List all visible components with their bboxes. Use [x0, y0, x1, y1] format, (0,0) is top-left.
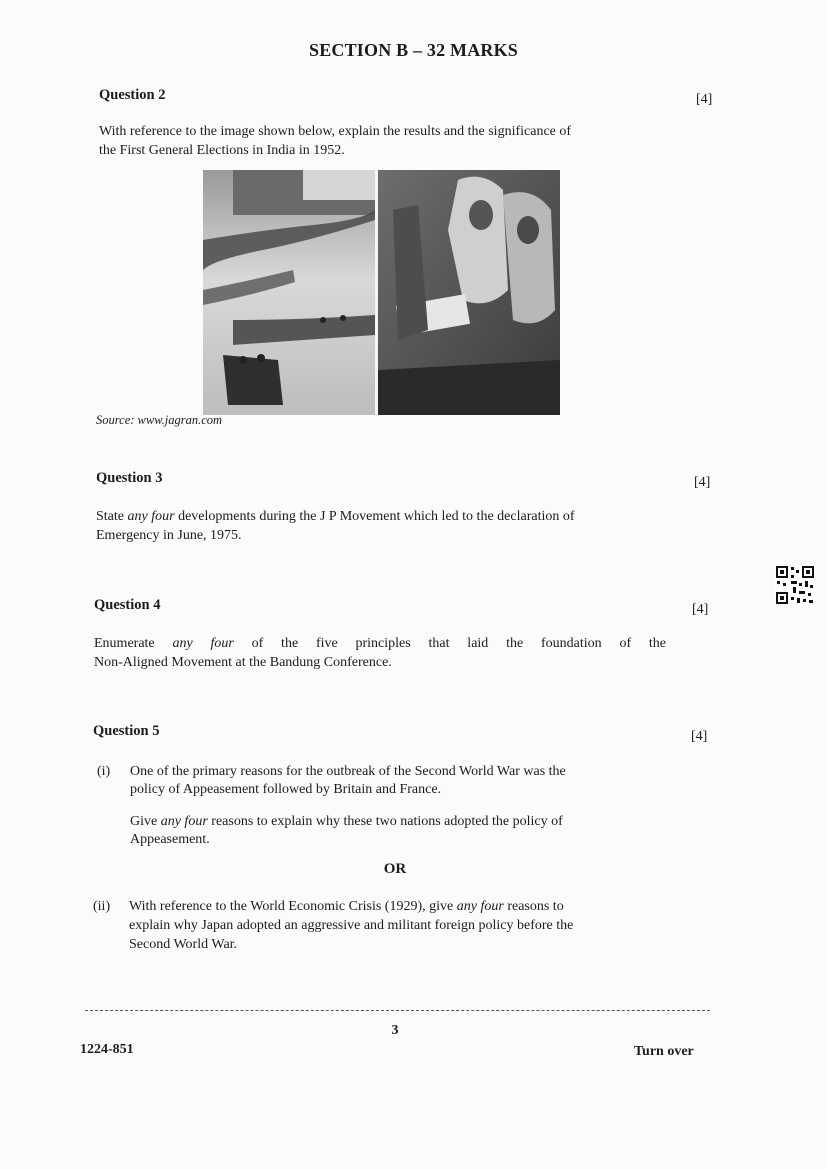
question-5-part-2-pre: With reference to the World Economic Crisis (1929), give: [129, 899, 457, 914]
question-2-text-line-2: the First General Elections in India in 1952.: [99, 143, 345, 158]
qr-code: [775, 565, 815, 605]
question-2-marks: [4]: [696, 92, 713, 107]
question-5-part-1-give-line-2: Appeasement.: [130, 832, 210, 847]
or-separator: OR: [383, 861, 407, 877]
image-source: Source: www.jagran.com: [96, 413, 223, 427]
question-5-heading: Question 5: [93, 723, 160, 739]
question-4-text-line-1: [94, 634, 666, 653]
question-5-part-2-line-1: [129, 897, 564, 916]
qr-code-icon: [775, 565, 815, 605]
question-3-text-line-1: [96, 507, 575, 526]
question-4-text-emphasis: any four: [172, 636, 234, 651]
question-4-marks: [4]: [692, 602, 709, 617]
question-5-part-2-line-2: explain why Japan adopted an aggressive and militant foreign policy before the: [129, 918, 574, 933]
question-3-heading: Question 3: [96, 470, 163, 486]
question-2-text-line-1: With reference to the image shown below, explain the results and the significance of: [99, 124, 572, 139]
election-photo: [203, 170, 560, 415]
question-4-text-post: of the five principles that laid the foundation of the: [233, 636, 667, 651]
question-5-give-post: reasons to explain why these two nations adopted the policy of: [207, 814, 563, 829]
footer-divider: [85, 1010, 710, 1011]
question-5-give-emphasis: any four: [160, 814, 208, 829]
question-3-marks: [4]: [694, 475, 711, 490]
question-3-text-line-2: Emergency in June, 1975.: [96, 528, 242, 543]
question-4-heading: Question 4: [94, 597, 161, 613]
question-4-text-pre: Enumerate: [94, 636, 173, 651]
question-2-heading: Question 2: [99, 87, 166, 103]
page-number: 3: [391, 1023, 399, 1038]
question-5-part-2-number: (ii): [93, 899, 111, 914]
question-5-marks: [4]: [691, 729, 708, 744]
question-5-part-2-emphasis: any four: [456, 899, 504, 914]
paper-code: 1224-851: [80, 1042, 134, 1057]
question-5-part-1-give-line-1: [130, 812, 563, 831]
turn-over-label: Turn over: [634, 1044, 694, 1059]
question-3-text-post: developments during the J P Movement which led to the declaration of: [174, 509, 575, 524]
question-5-part-1-line-1: One of the primary reasons for the outbreak of the Second World War was the: [130, 764, 566, 779]
section-title: SECTION B – 32 MARKS: [308, 40, 519, 60]
question-5-part-1-line-2: policy of Appeasement followed by Britain and France.: [130, 782, 442, 797]
question-5-give-pre: Give: [130, 814, 161, 829]
question-3-text-emphasis: any four: [127, 509, 175, 524]
question-5-part-2-line-3: Second World War.: [129, 937, 238, 952]
question-5-part-2-post: reasons to: [503, 899, 564, 914]
election-photo-image: [203, 170, 560, 415]
question-3-text-pre: State: [96, 509, 128, 524]
question-4-text-line-2: Non-Aligned Movement at the Bandung Conference.: [94, 655, 392, 670]
question-5-part-1-number: (i): [97, 764, 111, 779]
